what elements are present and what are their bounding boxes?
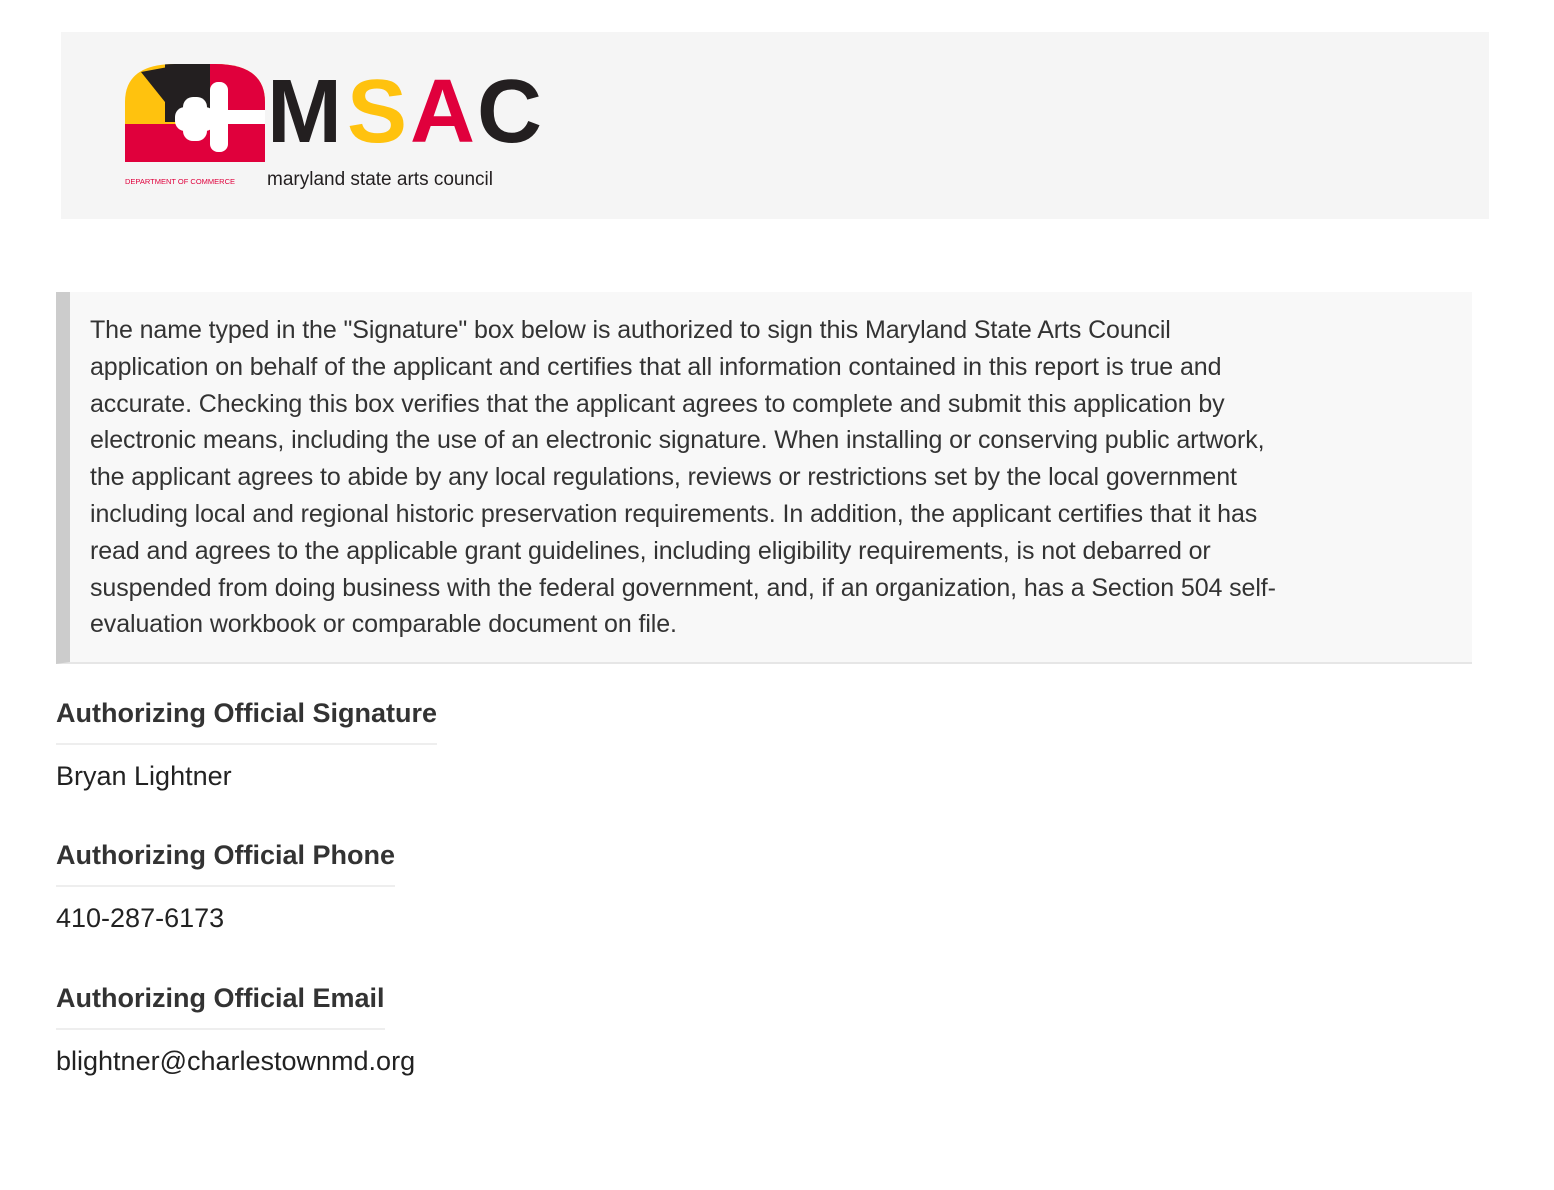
notice-line: suspended from doing business with the federal government, and, if an organization, has a Section 504 self- xyxy=(90,573,1276,602)
svg-text:C: C xyxy=(477,62,542,162)
svg-text:S: S xyxy=(347,62,408,162)
notice-line: accurate. Checking this box verifies that the applicant agrees to complete and submit this application by xyxy=(90,389,1225,418)
email-label: Authorizing Official Email xyxy=(56,983,385,1030)
certification-notice xyxy=(56,292,1472,664)
notice-line: application on behalf of the applicant and certifies that all information contained in this report is true and xyxy=(90,352,1222,381)
page-header xyxy=(61,32,1489,219)
notice-line: electronic means, including the use of an electronic signature. When installing or conserving public artwork, xyxy=(90,426,1265,455)
phone-field xyxy=(56,840,395,934)
logo-department: DEPARTMENT OF COMMERCE xyxy=(125,177,236,186)
notice-line: The name typed in the "Signature" box below is authorized to sign this Maryland State Arts Council xyxy=(90,316,1171,344)
email-value: blightner@charlestownmd.org xyxy=(56,1046,416,1076)
signature-field xyxy=(56,698,437,792)
notice-line: the applicant agrees to abide by any local regulations, reviews or restrictions set by the local government xyxy=(90,463,1237,492)
notice-line: read and agrees to the applicable grant guidelines, including eligibility requirements, is not debarred or xyxy=(90,536,1211,565)
phone-label: Authorizing Official Phone xyxy=(56,840,395,887)
msac-logo xyxy=(125,62,555,192)
svg-text:A: A xyxy=(410,62,475,162)
notice-line: evaluation workbook or comparable document on file. xyxy=(90,610,677,639)
svg-text:M: M xyxy=(267,62,342,162)
email-field xyxy=(56,983,415,1077)
logo-name: maryland state arts council xyxy=(267,169,493,190)
signature-value: Bryan Lightner xyxy=(56,761,232,791)
phone-value: 410-287-6173 xyxy=(56,903,225,933)
notice-line: including local and regional historic preservation requirements. In addition, the applicant certifies that it has xyxy=(90,499,1258,528)
logo-acronym xyxy=(267,62,542,162)
signature-label: Authorizing Official Signature xyxy=(56,698,437,745)
